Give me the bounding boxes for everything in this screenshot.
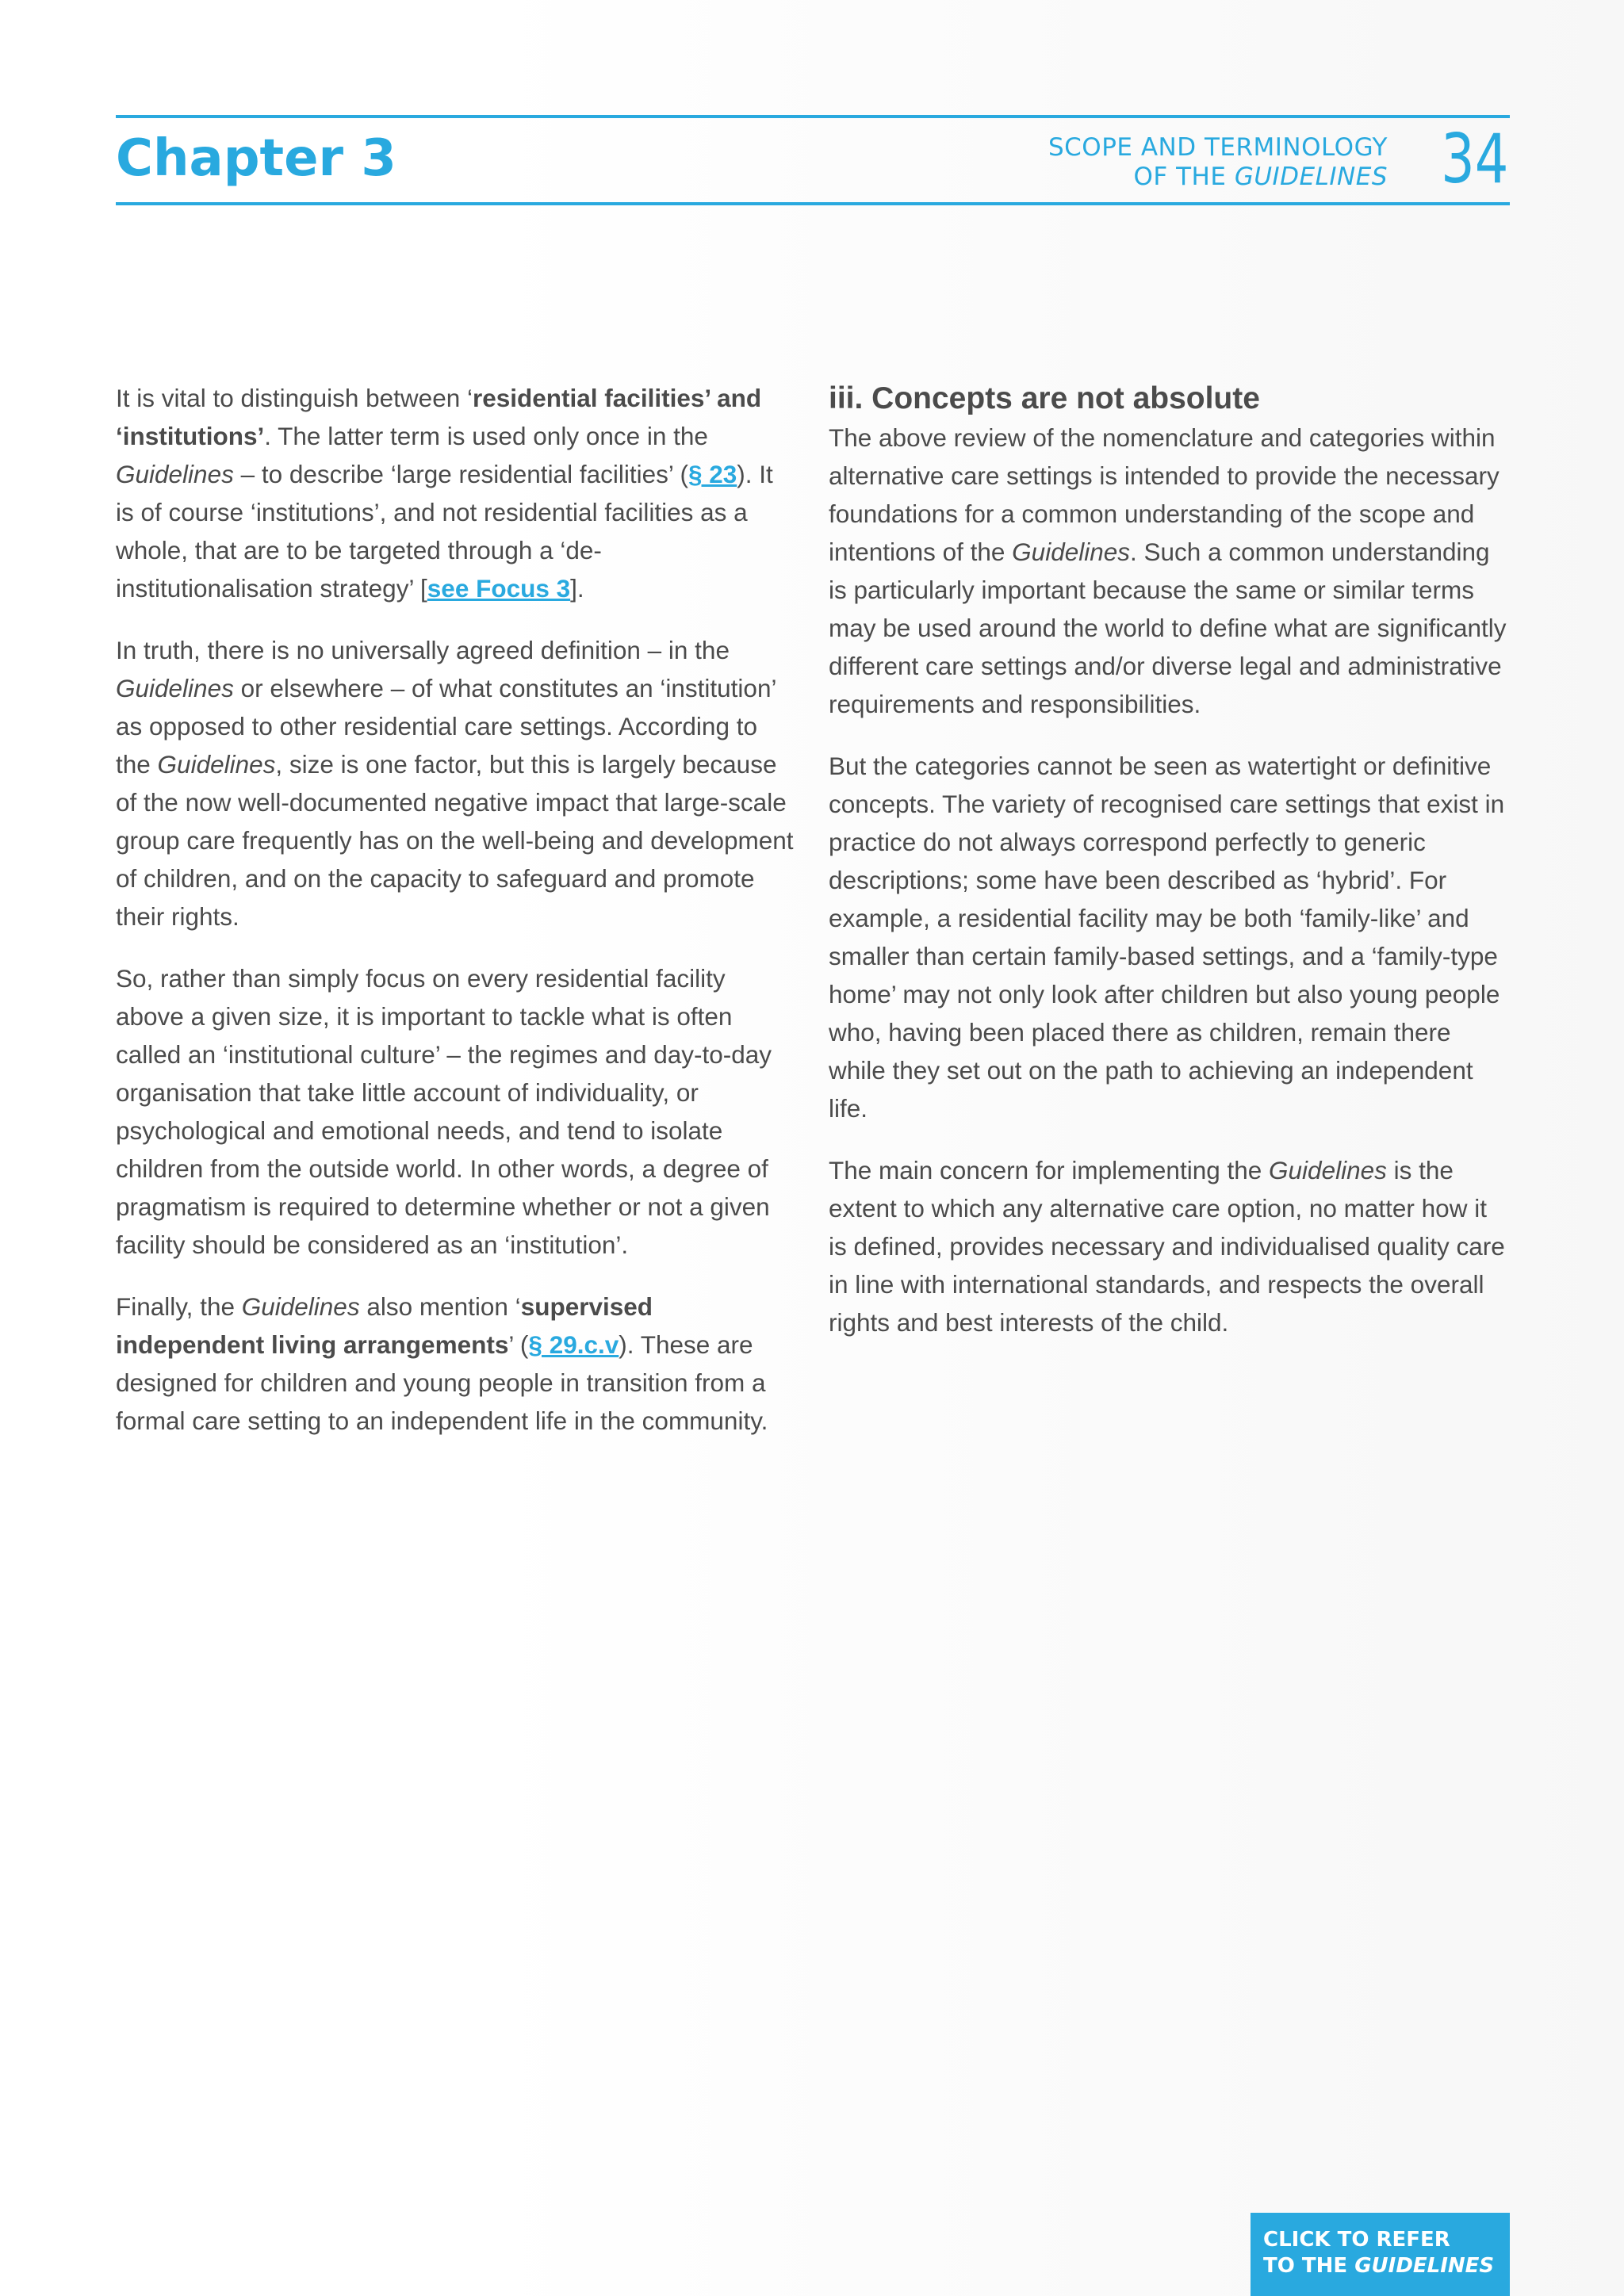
- right-column: [829, 379, 1511, 1365]
- subsection-heading: iii. Concepts are not absolute: [829, 381, 1260, 415]
- text: ). These are designed for children and young people in transition from a formal care setting to an independent life in the community.: [116, 1330, 768, 1435]
- section-title: [1048, 133, 1388, 192]
- section-title-prefix: OF THE: [1133, 163, 1235, 191]
- italic-term: Guidelines: [116, 674, 234, 702]
- text: It is vital to distinguish between ‘: [116, 384, 473, 412]
- see-focus-3-link[interactable]: see Focus 3: [427, 574, 571, 603]
- text: or elsewhere – of what constitutes an ‘institution’ as opposed to other residential care settings. According to the: [116, 674, 776, 779]
- chapter-title: Chapter 3: [116, 129, 396, 188]
- paragraph: [829, 1151, 1511, 1341]
- italic-term: Guidelines: [157, 750, 276, 779]
- paragraph: [829, 419, 1511, 723]
- text: The main concern for implementing the: [829, 1156, 1270, 1184]
- text: , size is one factor, but this is largely because of the now well-documented negative impact that large-scale group care frequently has on the well-being and development of children, and on the capacity to safeguard and promote their rights.: [116, 750, 794, 931]
- italic-term: Guidelines: [1269, 1156, 1387, 1184]
- text: ). It is of course ‘institutions’, and not residential facilities as a whole, that are to be targeted through a ‘de-institutionalisation strategy’ [: [116, 460, 773, 603]
- text: . The latter term is used only once in the: [264, 422, 708, 450]
- text: also mention ‘: [359, 1292, 521, 1321]
- refer-button-italic: GUIDELINES: [1354, 2254, 1495, 2278]
- text: is the extent to which any alternative care option, no matter how it is defined, provides necessary and individualised quality care in line with international standards, and respects the overall rights and best interests of the child.: [829, 1156, 1505, 1337]
- italic-term: Guidelines: [116, 460, 234, 488]
- paragraph: [116, 631, 798, 936]
- text: – to describe ‘large residential facilities’ (: [233, 460, 688, 488]
- paragraph: [116, 379, 798, 607]
- header-bottom-rule: [116, 202, 1510, 205]
- italic-term: Guidelines: [241, 1292, 360, 1321]
- paragraph: [116, 1288, 798, 1440]
- text: . Such a common understanding is particularly important because the same or similar terms may be used around the world to define what are significantly different care settings and/or diverse legal and administrative requirements and responsibilities.: [829, 538, 1507, 718]
- refer-button-line2: [1263, 2253, 1510, 2279]
- refer-button-prefix: TO THE: [1263, 2254, 1355, 2278]
- text: ’ (: [508, 1330, 529, 1359]
- section-29cv-link[interactable]: § 29.c.v: [528, 1330, 619, 1359]
- text: ].: [570, 574, 584, 603]
- text: In truth, there is no universally agreed definition – in the: [116, 636, 730, 664]
- text: But the categories cannot be seen as watertight or definitive concepts. The variety of recognised care settings that exist in practice do not always correspond perfectly to generic descriptions; some have been described as ‘hybrid’. For example, a residential facility may be both ‘family-like’ and smaller than certain family-based settings, and a ‘family-type home’ may not only look after children but also young people who, having been placed there as children, remain there while they set out on the path to achieving an independent life.: [829, 752, 1505, 1123]
- bold-term: supervised independent living arrangements: [116, 1292, 653, 1359]
- section-title-line1: SCOPE AND TERMINOLOGY: [1048, 133, 1388, 162]
- paragraph: [829, 747, 1511, 1127]
- page-number: 34: [1440, 120, 1508, 199]
- header-top-rule: [116, 115, 1510, 118]
- text: So, rather than simply focus on every residential facility above a given size, it is important to tackle what is often called an ‘institutional culture’ – the regimes and day-to-day organisation that take little account of individuality, or psychological and emotional needs, and tend to isolate children from the outside world. In other words, a degree of pragmatism is required to determine whether or not a given facility should be considered as an ‘institution’.: [116, 964, 772, 1259]
- text: The above review of the nomenclature and categories within alternative care settings is intended to provide the necessary foundations for a common understanding of the scope and intentions of the: [829, 423, 1500, 566]
- refer-button-line1: CLICK TO REFER: [1263, 2228, 1450, 2252]
- refer-to-guidelines-button[interactable]: [1251, 2213, 1510, 2296]
- bold-term: residential facilities’ and ‘institutions’: [116, 384, 762, 450]
- section-23-link[interactable]: § 23: [688, 460, 737, 488]
- text: Finally, the: [116, 1292, 242, 1321]
- section-title-line2: [1048, 163, 1388, 192]
- italic-term: Guidelines: [1012, 538, 1131, 566]
- paragraph: [116, 959, 798, 1264]
- left-column: [116, 379, 798, 1464]
- section-title-italic: GUIDELINES: [1234, 163, 1388, 191]
